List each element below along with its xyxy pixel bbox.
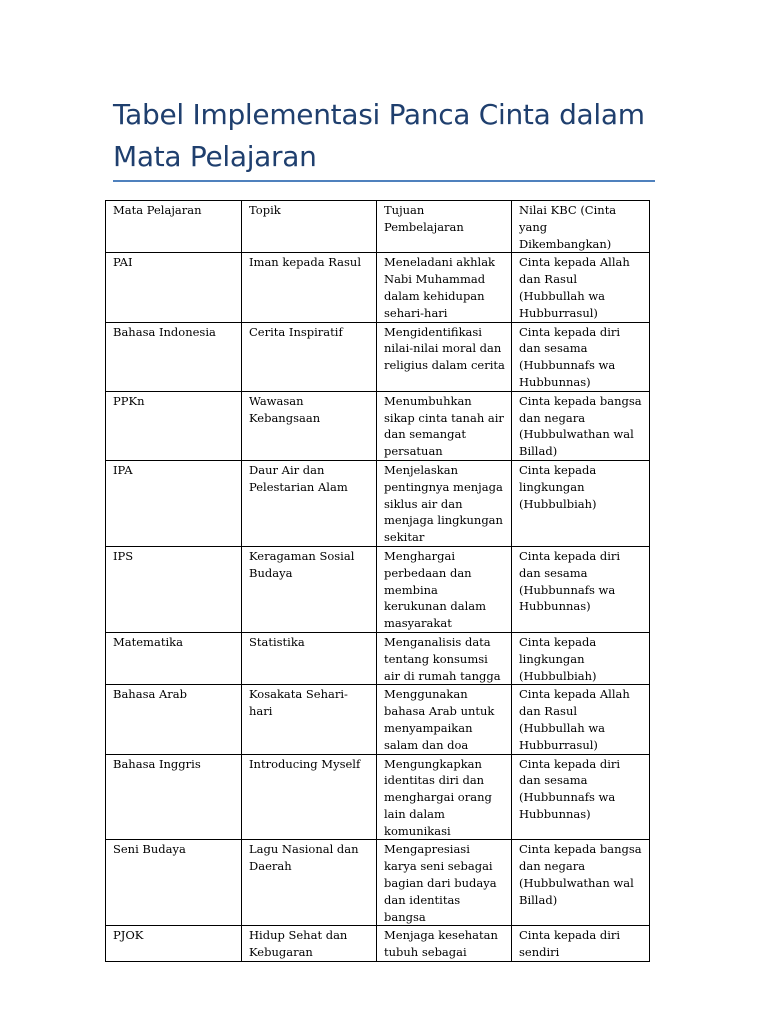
cell-objective	[377, 754, 512, 840]
cell-topic	[242, 754, 377, 840]
cell-topic	[242, 546, 377, 632]
cell-value	[512, 546, 650, 632]
cell-text-line: tubuh sebagai	[384, 945, 467, 960]
cell-text-line: masyarakat	[384, 616, 452, 631]
cell-value	[512, 754, 650, 840]
cell-text-line: Bahasa Arab	[113, 687, 188, 702]
page-title	[113, 94, 653, 178]
cell-text-line: dan sesama	[519, 773, 588, 788]
cell-text-line: Billad)	[519, 444, 558, 459]
cell-topic	[242, 322, 377, 391]
cell-text-line: Billad)	[519, 892, 558, 907]
cell-text-line: tentang konsumsi	[384, 651, 488, 666]
cell-objective	[377, 460, 512, 546]
cell-value	[512, 840, 650, 926]
cell-text-line: Topik	[249, 203, 281, 217]
cell-text-line: Tujuan	[384, 203, 425, 217]
cell-text-line: bagian dari budaya	[384, 876, 497, 891]
cell-text-line: Menumbuhkan	[384, 393, 472, 408]
cell-text-line: Menghargai	[384, 548, 456, 563]
cell-objective	[377, 391, 512, 460]
cell-text-line: (Hubbulbiah)	[519, 496, 597, 511]
table-row	[106, 840, 650, 926]
cell-text-line: Cinta kepada diri	[519, 928, 621, 943]
cell-text-line: Kebangsaan	[249, 410, 321, 425]
cell-subject	[106, 754, 242, 840]
cell-text-line: (Hubbulwathan wal	[519, 876, 634, 891]
cell-text-line: PAI	[113, 255, 133, 270]
cell-objective	[377, 840, 512, 926]
cell-subject	[106, 546, 242, 632]
cell-value	[512, 322, 650, 391]
cell-objective	[377, 685, 512, 754]
cell-value	[512, 460, 650, 546]
cell-topic	[242, 632, 377, 684]
cell-text-line: sikap cinta tanah air	[384, 410, 504, 425]
cell-text-line: IPA	[113, 462, 133, 477]
cell-text-line: Seni Budaya	[113, 842, 186, 857]
cell-subject	[106, 840, 242, 926]
cell-text-line: Daerah	[249, 859, 292, 874]
table-row	[106, 460, 650, 546]
cell-text-line: Mengidentifikasi	[384, 324, 482, 339]
cell-topic	[242, 926, 377, 962]
cell-text-line: membina	[384, 582, 438, 597]
cell-text-line: pentingnya menjaga	[384, 479, 503, 494]
cell-text-line: hari	[249, 704, 273, 719]
cell-text-line: (Hubbullah wa	[519, 720, 606, 735]
cell-text-line: dan identitas bangsa	[384, 892, 461, 924]
cell-text-line: PJOK	[113, 928, 144, 943]
cell-text-line: Lagu Nasional dan	[249, 842, 359, 857]
cell-text-line: Hubbunnas)	[519, 374, 591, 389]
cell-objective	[377, 253, 512, 322]
cell-text-line: karya seni sebagai	[384, 859, 493, 874]
table-row	[106, 632, 650, 684]
cell-text-line: Cerita Inspiratif	[249, 324, 343, 339]
cell-text-line: Daur Air dan	[249, 462, 325, 477]
cell-topic	[242, 460, 377, 546]
cell-value	[512, 632, 650, 684]
cell-text-line: (Hubbunnafs wa	[519, 582, 616, 597]
cell-subject	[106, 201, 242, 253]
cell-text-line: dan sesama	[519, 341, 588, 356]
cell-subject	[106, 460, 242, 546]
cell-subject	[106, 391, 242, 460]
cell-text-line: dalam kehidupan	[384, 288, 485, 303]
cell-text-line: Cinta kepada diri	[519, 324, 621, 339]
cell-text-line: sendiri	[519, 945, 560, 960]
cell-objective	[377, 201, 512, 253]
cell-text-line: Kebugaran	[249, 945, 313, 960]
cell-value	[512, 685, 650, 754]
cell-subject	[106, 322, 242, 391]
cell-text-line: dan Rasul	[519, 704, 578, 719]
cell-text-line: sehari-hari	[384, 305, 448, 320]
cell-text-line: Bahasa Indonesia	[113, 324, 216, 339]
cell-text-line: Introducing Myself	[249, 756, 361, 771]
cell-text-line: Hubburrasul)	[519, 737, 598, 752]
cell-text-line: lingkungan	[519, 479, 585, 494]
cell-text-line: Mengapresiasi	[384, 842, 470, 857]
cell-subject	[106, 926, 242, 962]
cell-text-line: Pembelajaran	[384, 219, 464, 234]
cell-text-line: Mengungkapkan	[384, 756, 482, 771]
cell-text-line: komunikasi	[384, 823, 451, 838]
cell-text-line: Wawasan	[249, 393, 304, 408]
cell-text-line: Kosakata Sehari-	[249, 687, 348, 702]
cell-text-line: salam dan doa	[384, 737, 469, 752]
cell-value	[512, 391, 650, 460]
cell-text-line: Cinta kepada	[519, 634, 597, 649]
cell-text-line: air di rumah tangga	[384, 668, 501, 683]
cell-text-line: Cinta kepada bangsa	[519, 393, 642, 408]
table-row	[106, 322, 650, 391]
cell-text-line: menghargai orang	[384, 790, 492, 805]
cell-objective	[377, 632, 512, 684]
cell-text-line: kerukunan dalam	[384, 599, 487, 614]
cell-text-line: yang	[519, 219, 548, 234]
cell-text-line: lain dalam	[384, 806, 445, 821]
cell-text-line: Meneladani akhlak	[384, 255, 496, 270]
cell-subject	[106, 253, 242, 322]
table-row	[106, 754, 650, 840]
title-line-1: Tabel Implementasi Panca Cinta dalam	[113, 98, 645, 131]
cell-text-line: IPS	[113, 548, 134, 563]
cell-topic	[242, 391, 377, 460]
cell-text-line: Hubbunnas)	[519, 806, 591, 821]
cell-text-line: Nilai KBC (Cinta	[519, 203, 617, 217]
cell-text-line: PPKn	[113, 393, 145, 408]
cell-text-line: bahasa Arab untuk	[384, 704, 495, 719]
cell-text-line: Pelestarian Alam	[249, 479, 348, 494]
cell-text-line: Statistika	[249, 634, 305, 649]
cell-text-line: perbedaan dan	[384, 565, 472, 580]
cell-text-line: Mata Pelajaran	[113, 203, 202, 217]
cell-text-line: Menjelaskan	[384, 462, 459, 477]
table-row	[106, 546, 650, 632]
cell-text-line: siklus air dan	[384, 496, 463, 511]
table-row	[106, 685, 650, 754]
table-row	[106, 391, 650, 460]
cell-text-line: Matematika	[113, 634, 183, 649]
cell-text-line: religius dalam cerita	[384, 358, 505, 373]
cell-text-line: Cinta kepada Allah	[519, 687, 630, 702]
table-row	[106, 253, 650, 322]
cell-text-line: Cinta kepada Allah	[519, 255, 630, 270]
cell-topic	[242, 201, 377, 253]
cell-text-line: Dikembangkan)	[519, 236, 612, 251]
cell-text-line: dan Rasul	[519, 272, 578, 287]
cell-topic	[242, 840, 377, 926]
cell-text-line: dan sesama	[519, 565, 588, 580]
cell-text-line: Iman kepada Rasul	[249, 255, 361, 270]
cell-value	[512, 201, 650, 253]
cell-text-line: nilai-nilai moral dan	[384, 341, 502, 356]
cell-objective	[377, 926, 512, 962]
title-line-2: Mata Pelajaran	[113, 140, 317, 173]
cell-text-line: sekitar	[384, 530, 425, 545]
table-row	[106, 926, 650, 962]
cell-text-line: Cinta kepada diri	[519, 548, 621, 563]
cell-text-line: identitas diri dan	[384, 773, 485, 788]
cell-subject	[106, 632, 242, 684]
cell-text-line: Bahasa Inggris	[113, 756, 201, 771]
cell-text-line: Hubburrasul)	[519, 305, 598, 320]
curriculum-table	[105, 200, 650, 962]
cell-text-line: Cinta kepada diri	[519, 756, 621, 771]
title-underline	[113, 180, 655, 182]
cell-text-line: dan negara	[519, 410, 586, 425]
cell-text-line: Cinta kepada bangsa	[519, 842, 642, 857]
cell-text-line: (Hubbunnafs wa	[519, 358, 616, 373]
cell-value	[512, 253, 650, 322]
cell-text-line: (Hubbulwathan wal	[519, 427, 634, 442]
cell-text-line: Cinta kepada	[519, 462, 597, 477]
cell-text-line: dan negara	[519, 859, 586, 874]
cell-text-line: menjaga lingkungan	[384, 513, 503, 528]
cell-text-line: dan semangat	[384, 427, 466, 442]
cell-text-line: Budaya	[249, 565, 293, 580]
cell-text-line: (Hubbulbiah)	[519, 668, 597, 683]
cell-topic	[242, 253, 377, 322]
cell-text-line: Menggunakan	[384, 687, 468, 702]
cell-text-line: Nabi Muhammad	[384, 272, 486, 287]
cell-text-line: menyampaikan	[384, 720, 473, 735]
cell-objective	[377, 546, 512, 632]
table-body	[106, 201, 650, 962]
table-header-row	[106, 201, 650, 253]
cell-text-line: lingkungan	[519, 651, 585, 666]
cell-subject	[106, 685, 242, 754]
cell-text-line: (Hubbunnafs wa	[519, 790, 616, 805]
cell-objective	[377, 322, 512, 391]
cell-text-line: Hidup Sehat dan	[249, 928, 348, 943]
cell-text-line: Hubbunnas)	[519, 599, 591, 614]
cell-topic	[242, 685, 377, 754]
cell-value	[512, 926, 650, 962]
cell-text-line: (Hubbullah wa	[519, 288, 606, 303]
cell-text-line: Menganalisis data	[384, 634, 491, 649]
cell-text-line: Menjaga kesehatan	[384, 928, 498, 943]
cell-text-line: persatuan	[384, 444, 443, 459]
cell-text-line: Keragaman Sosial	[249, 548, 355, 563]
